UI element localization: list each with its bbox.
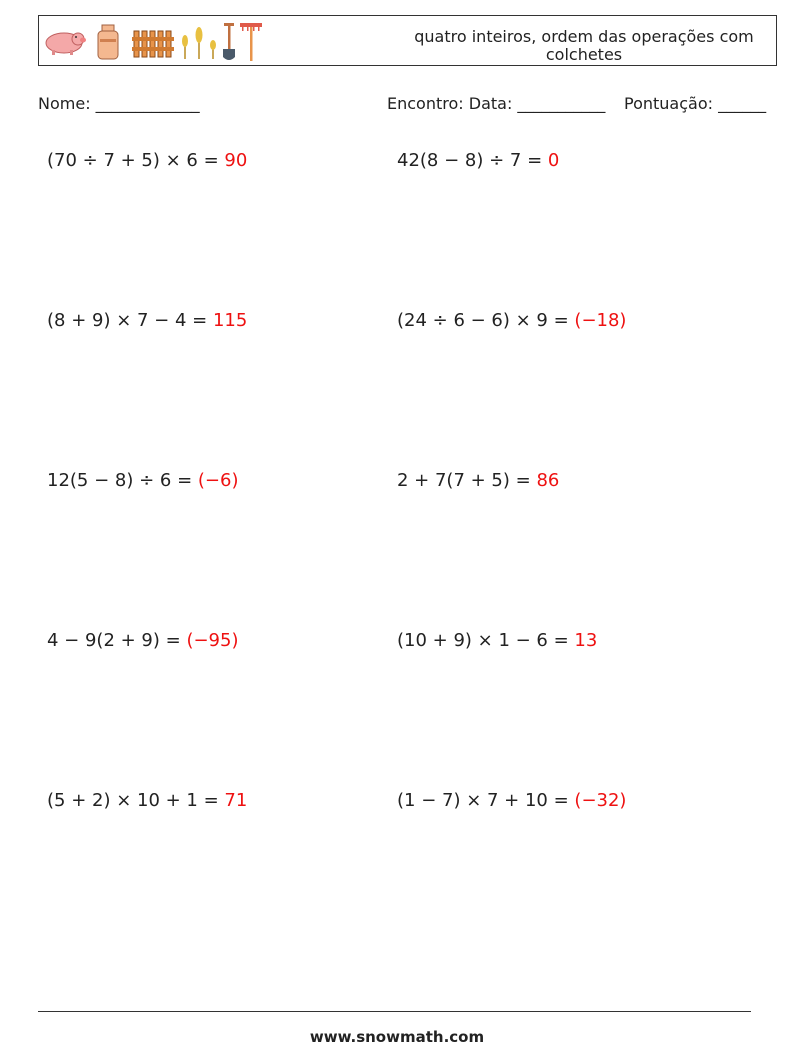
footer-url[interactable]: www.snowmath.com	[309, 1028, 485, 1046]
problem-7	[47, 630, 238, 651]
name-field: Nome: _____________	[38, 94, 200, 113]
score-field: Pontuação: ______	[624, 94, 767, 113]
footer-divider	[38, 1011, 751, 1012]
date-field: Encontro: Data: ___________	[387, 94, 606, 113]
problem-answer: (−95)	[186, 630, 239, 651]
problem-8	[397, 630, 597, 651]
header-icons	[42, 19, 272, 63]
problem-4	[397, 310, 626, 331]
problem-answer: (−6)	[197, 470, 239, 491]
problem-expression: 4 − 9(2 + 9) =	[47, 630, 187, 651]
problem-answer: 90	[224, 150, 248, 171]
wheat-icon	[182, 27, 216, 59]
milk-jug-icon	[98, 25, 118, 59]
problem-expression: (10 + 9) × 1 − 6 =	[397, 630, 575, 651]
fence-icon	[132, 31, 174, 57]
problem-expression: (24 ÷ 6 − 6) × 9 =	[397, 310, 575, 331]
problem-10	[397, 790, 626, 811]
problem-expression: 2 + 7(7 + 5) =	[397, 470, 537, 491]
problem-expression: (8 + 9) × 7 − 4 =	[47, 310, 213, 331]
problem-answer: (−32)	[574, 790, 627, 811]
problem-answer: 86	[536, 470, 560, 491]
worksheet-title: quatro inteiros, ordem das operações com colchetes	[414, 27, 754, 64]
problem-answer: 13	[574, 630, 598, 651]
problem-1	[47, 150, 247, 171]
problem-expression: (1 − 7) × 7 + 10 =	[397, 790, 575, 811]
problem-answer: 71	[224, 790, 248, 811]
problem-expression: 42(8 − 8) ÷ 7 =	[397, 150, 548, 171]
problem-answer: 115	[212, 310, 248, 331]
problem-2	[397, 150, 559, 171]
problem-expression: (5 + 2) × 10 + 1 =	[47, 790, 225, 811]
problem-5	[47, 470, 238, 491]
pig-icon	[46, 33, 86, 55]
problem-answer: 0	[547, 150, 560, 171]
rake-icon	[240, 23, 262, 61]
header-box	[38, 15, 777, 66]
problem-9	[47, 790, 247, 811]
shovel-icon	[223, 23, 235, 60]
problem-expression: 12(5 − 8) ÷ 6 =	[47, 470, 198, 491]
problem-3	[47, 310, 247, 331]
problem-6	[397, 470, 559, 491]
problem-expression: (70 ÷ 7 + 5) × 6 =	[47, 150, 225, 171]
problem-answer: (−18)	[574, 310, 627, 331]
